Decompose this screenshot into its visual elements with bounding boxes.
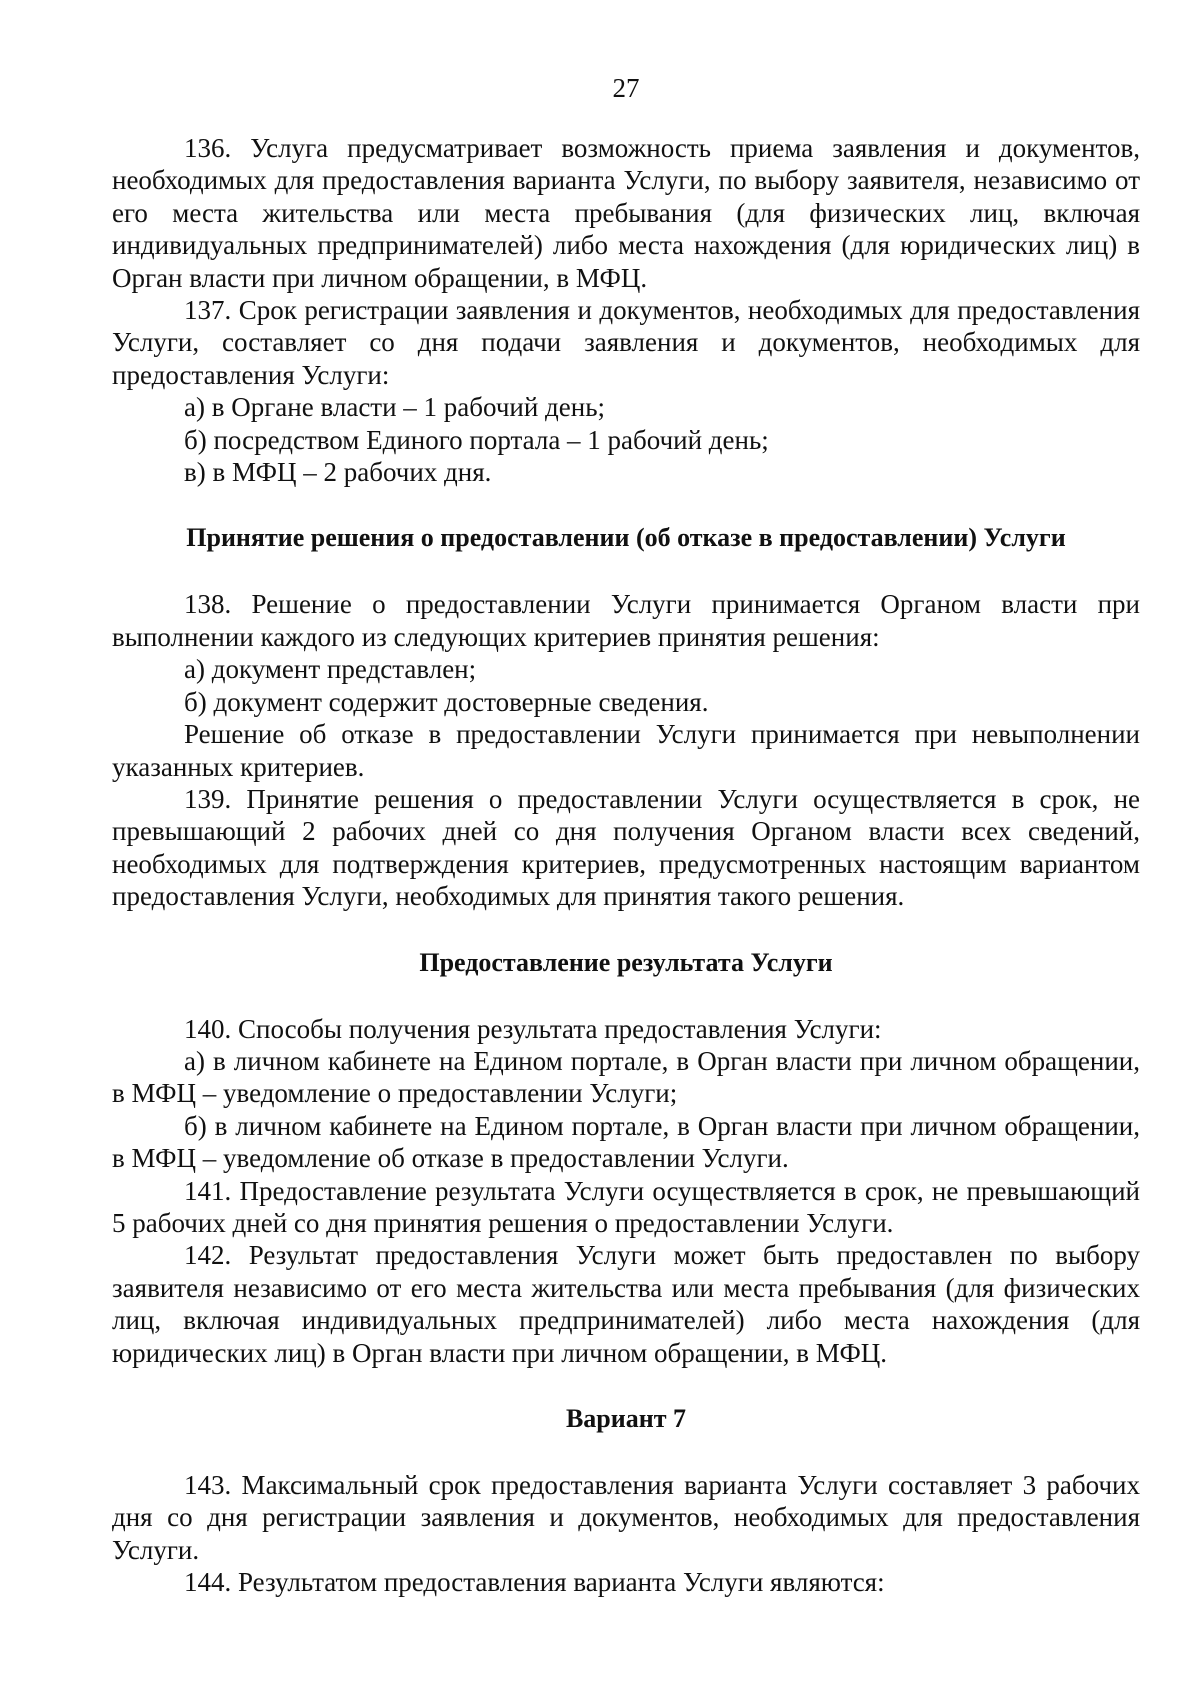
list-item: в) в МФЦ – 2 рабочих дня. [184, 457, 492, 488]
paragraph-141: 141. Предоставление результата Услуги осуществляется в срок, не превышающий 5 рабочих дней со дня принятия решения о предоставлении Услуги. [112, 1175, 1140, 1238]
page-number: 27 [612, 73, 640, 103]
list-item: а) в личном кабинете на Едином портале, в Орган власти при личном обращении, в МФЦ – уведомление о предоставлении Услуги; [112, 1045, 1140, 1109]
paragraph-140: 140. Способы получения результата предоставления Услуги: [184, 1013, 882, 1044]
paragraph-136: 136. Услуга предусматривает возможность приема заявления и документов, необходимых для предоставления варианта Услуги, по выбору заявителя, независимо от его места жительства или места пребывания (для физических лиц, включая индивидуальных предпринимателей) либо места нахождения (для юридических лиц) в Орган власти при личном обращении, в МФЦ. [112, 133, 1140, 293]
paragraph-142: 142. Результат предоставления Услуги может быть предоставлен по выбору заявителя независимо от его места жительства или места пребывания (для физических лиц, включая индивидуальных предпринимателей) либо места нахождения (для юридических лиц) в Орган власти при личном обращении, в МФЦ. [112, 1240, 1140, 1368]
list-item: б) посредством Единого портала – 1 рабочий день; [184, 424, 769, 455]
section-heading-result: Предоставление результата Услуги [419, 947, 833, 977]
section-heading-variant: Вариант 7 [565, 1404, 687, 1433]
list-item: а) в Органе власти – 1 рабочий день; [184, 392, 606, 423]
list-item: а) документ представлен; [184, 654, 477, 685]
list-item: б) в личном кабинете на Едином портале, в Орган власти при личном обращении, в МФЦ – уведомление об отказе в предоставлении Услуги. [112, 1110, 1140, 1174]
paragraph-138-refusal: Решение об отказе в предоставлении Услуги принимается при невыполнении указанных критериев. [112, 719, 1140, 782]
paragraph-144: 144. Результатом предоставления варианта Услуги являются: [184, 1567, 885, 1598]
paragraph-143: 143. Максимальный срок предоставления варианта Услуги составляет 3 рабочих дня со дня регистрации заявления и документов, необходимых для предоставления Услуги. [112, 1470, 1140, 1565]
paragraph-138: 138. Решение о предоставлении Услуги принимается Органом власти при выполнении каждого из следующих критериев принятия решения: [112, 589, 1140, 652]
list-item: б) документ содержит достоверные сведения. [184, 686, 709, 717]
paragraph-137: 137. Срок регистрации заявления и документов, необходимых для предоставления Услуги, составляет со дня подачи заявления и документов, необходимых для предоставления Услуги: [112, 295, 1140, 390]
section-heading-decision: Принятие решения о предоставлении (об отказе в предоставлении) Услуги [186, 523, 1066, 553]
paragraph-139: 139. Принятие решения о предоставлении Услуги осуществляется в срок, не превышающий 2 рабочих дней со дня получения Органом власти всех сведений, необходимых для подтверждения критериев, предусмотренных настоящим вариантом предоставления Услуги, необходимых для принятия такого решения. [112, 783, 1140, 912]
